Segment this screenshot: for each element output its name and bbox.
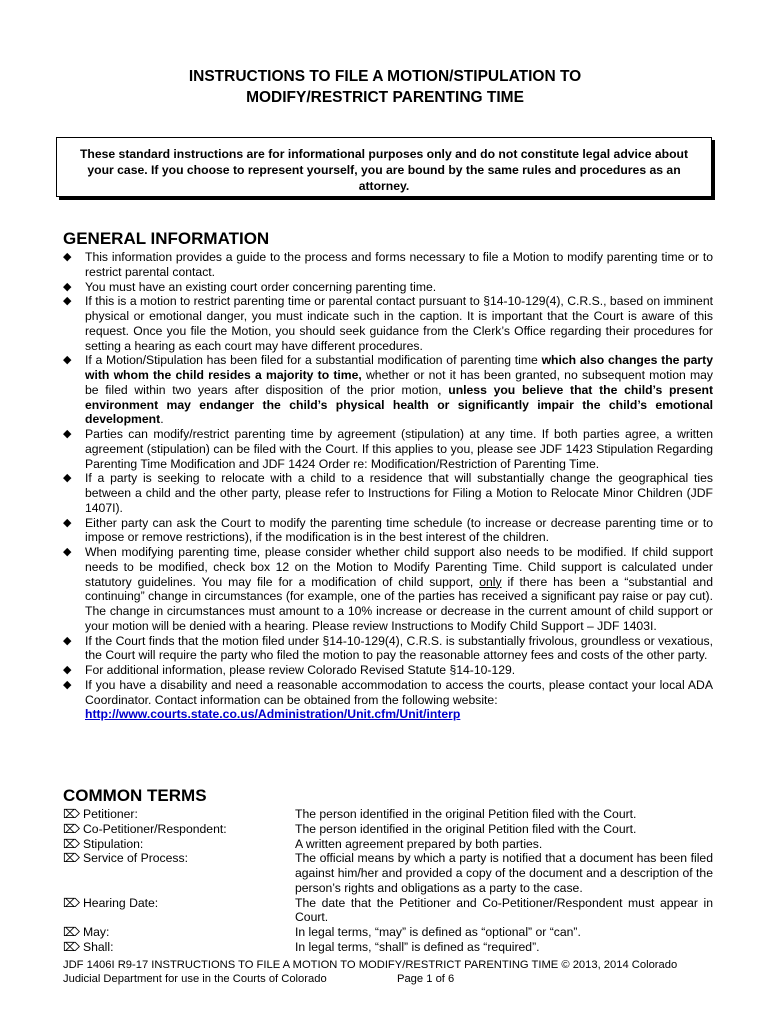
footer-line-2: Judicial Department for use in the Courts of Colorado (63, 973, 327, 985)
term-label: Shall: (83, 939, 114, 954)
term-definition: The person identified in the original Petition filed with the Court. (295, 807, 637, 821)
term-row (63, 851, 713, 895)
common-terms-list (63, 807, 713, 955)
general-information-heading: GENERAL INFORMATION (63, 229, 270, 248)
interpreter-website-link[interactable]: http://www.courts.state.co.us/Administration/Unit.cfm/Unit/interp (85, 707, 461, 722)
list-item: ◆ This information provides a guide to the process and forms necessary to file a Motion to modify parenting time or to restrict parental contact. (63, 250, 713, 279)
list-item: ◆ You must have an existing court order concerning parenting time. (63, 279, 437, 294)
diamond-bullet-icon: ◆ (63, 664, 72, 676)
diamond-bullet-icon: ◆ (63, 516, 72, 529)
term-row (63, 896, 713, 926)
page-title (0, 66, 770, 108)
term-row (63, 822, 713, 837)
diamond-bullet-icon: ◆ (63, 472, 72, 485)
term-definition: The date that the Petitioner and Co-Petitioner/Respondent must appear in Court. (295, 895, 713, 925)
term-definition: The official means by which a party is notified that a document has been filed against him/her and provided a copy of the document and a description of the person’s rights and obligations as a party to the case. (295, 851, 713, 895)
checkbox-arrow-icon: ⌦ (63, 925, 81, 939)
list-item: ◆ If this is a motion to restrict parenting time or parental contact pursuant to §14-10-129(4), C.R.S., based on imminent physical or emotional danger, you must indicate such in the caption. It is important that the Court is aware of this request. Once you file the Motion, you should seek guidance from the Clerk’s Office regarding their procedures for setting a hearing as each court may have different procedures. (63, 294, 713, 353)
page-number: Page 1 of 6 (397, 973, 455, 985)
term-label: Stipulation: (83, 836, 144, 851)
diamond-bullet-icon: ◆ (63, 295, 72, 308)
list-item: ◆ Parties can modify/restrict parenting time by agreement (stipulation) at any time. If both parties agree, a written agreement (stipulation) can be filed with the Court. If this applies to you, please see JDF 1423 Stipulation Regarding Parenting Time Modification and JDF 1424 Order re: Modification/Restriction of Parenting Time. (63, 427, 713, 471)
term-label: Hearing Date: (83, 895, 159, 910)
term-definition: A written agreement prepared by both parties. (295, 836, 543, 851)
checkbox-arrow-icon: ⌦ (63, 821, 81, 836)
term-label: Service of Process: (83, 851, 188, 866)
term-label: Petitioner: (83, 807, 138, 821)
term-definition: In legal terms, “shall” is defined as “required”. (295, 939, 540, 954)
checkbox-arrow-icon: ⌦ (63, 836, 81, 851)
diamond-bullet-icon: ◆ (63, 678, 72, 691)
checkbox-arrow-icon: ⌦ (63, 939, 81, 954)
term-label: May: (83, 925, 110, 939)
footer-line-1: JDF 1406I R9-17 INSTRUCTIONS TO FILE A MOTION TO MODIFY/RESTRICT PARENTING TIME © 2013, 2014 Colorado (63, 959, 678, 971)
list-item: ◆ If a Motion/Stipulation has been filed for a substantial modification of parenting time which also changes the party with whom the child resides a majority to time, whether or not it has been granted, no subsequent motion may be filed within two years after disposition of the prior motion, unless you believe that the child’s present environment may endanger the child’s physical health or significantly impair the child’s emotional development. (63, 353, 713, 427)
title-line-1: INSTRUCTIONS TO FILE A MOTION/STIPULATION TO (188, 68, 582, 85)
term-definition: In legal terms, “may” is defined as “optional” or “can”. (295, 925, 581, 939)
common-terms-heading: COMMON TERMS (63, 786, 207, 805)
disclaimer-box: These standard instructions are for informational purposes only and do not constitute legal advice about your case. If you choose to represent yourself, you are bound by the same rules and procedures as an attorney. (56, 137, 712, 197)
term-row (63, 807, 713, 822)
list-item: ◆ When modifying parenting time, please consider whether child support also needs to be modified. If child support needs to be modified, check box 12 on the Motion to Modify Parenting Time. Child support is calculated under statutory guidelines. You may file for a modification of child support, only if there has been a “substantial and continuing” change in circumstances (for example, one of the parties has received a significant pay raise or pay cut). The change in circumstances must amount to a 10% increase or decrease in the current amount of child support or your motion will be denied with a hearing. Please review Instructions to Modify Child Support – JDF 1403I. (63, 545, 713, 633)
diamond-bullet-icon: ◆ (63, 354, 72, 367)
list-item: ◆ If the Court finds that the motion filed under §14-10-129(4), C.R.S. is substantially frivolous, groundless or vexatious, the Court will require the party who filed the motion to pay the reasonable attorney fees and costs of the other party. (63, 633, 713, 663)
diamond-bullet-icon: ◆ (63, 634, 72, 647)
term-definition: The person identified in the original Petition filed with the Court. (295, 821, 637, 836)
diamond-bullet-icon: ◆ (63, 280, 72, 293)
list-item: ◆ For additional information, please review Colorado Revised Statute §14-10-129. (63, 663, 516, 677)
term-row (63, 837, 713, 852)
checkbox-arrow-icon: ⌦ (63, 895, 81, 910)
list-item: ◆ Either party can ask the Court to modify the parenting time schedule (to increase or decrease parenting time or to impose or remove restrictions), if the modification is in the best interest of the children. (63, 515, 713, 545)
title-line-2: MODIFY/RESTRICT PARENTING TIME (246, 89, 524, 106)
diamond-bullet-icon: ◆ (63, 546, 72, 558)
term-row (63, 940, 713, 955)
list-item: ◆ If a party is seeking to relocate with a child to a residence that will substantially change the geographical ties between a child and the other party, please refer to Instructions for Filing a Motion to Relocate Minor Children (JDF 1407I). (63, 471, 713, 515)
page-footer (63, 958, 713, 986)
diamond-bullet-icon: ◆ (63, 251, 72, 263)
general-information-list (63, 250, 713, 722)
term-row (63, 925, 713, 940)
term-label: Co-Petitioner/Respondent: (83, 821, 227, 836)
checkbox-arrow-icon: ⌦ (63, 807, 81, 821)
checkbox-arrow-icon: ⌦ (63, 851, 81, 866)
list-item: ◆ If you have a disability and need a reasonable accommodation to access the courts, please contact your local ADA Coordinator. Contact information can be obtained from the following website: http://www.courts.state.co.us/Administration/Unit.cfm/Unit/interp (63, 677, 713, 722)
diamond-bullet-icon: ◆ (63, 428, 72, 440)
